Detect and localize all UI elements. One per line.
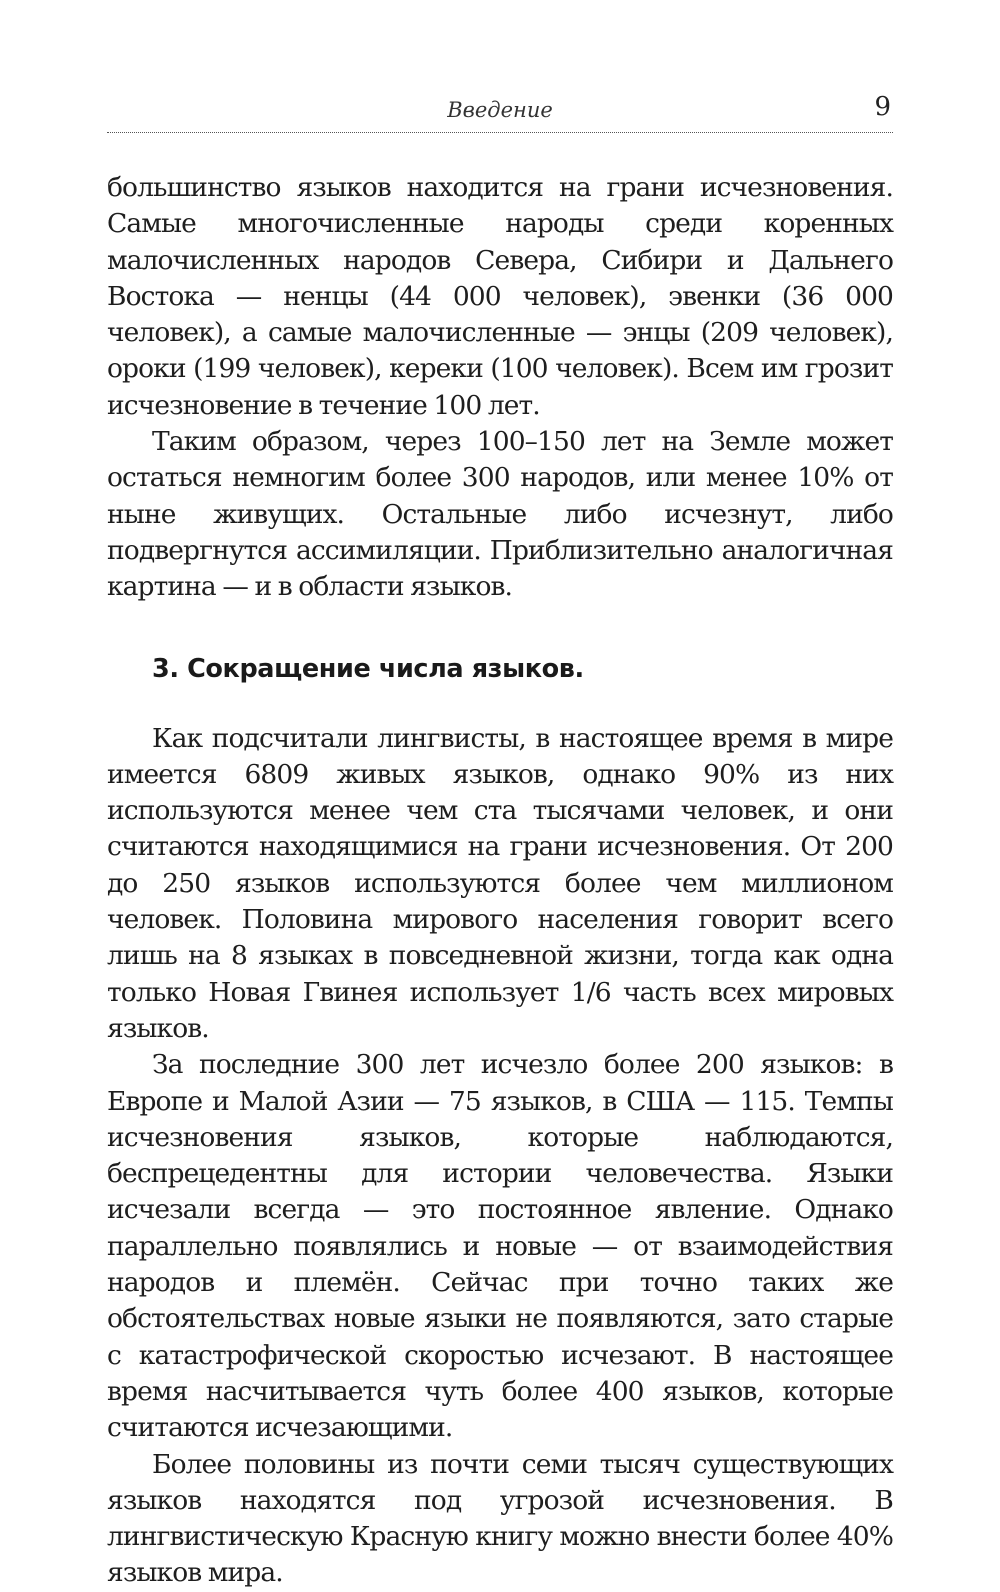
- section-heading: 3. Сокращение числа языков.: [152, 653, 584, 684]
- page-body: [107, 170, 893, 1592]
- paragraph: Таким образом, через 100–150 лет на Земле может остаться немногим более 300 народов, или менее 10% от ныне живущих. Остальные либо исчезнут, либо подвергнутся ассимиляции. Приблизительно аналогичная картина — и в области языков.: [107, 426, 893, 603]
- running-header: [107, 88, 893, 133]
- page-number: 9: [874, 92, 891, 122]
- paragraph-continued: большинство языков находится на грани исчезновения. Самые многочисленные народы среди коренных малочисленных народов Севера, Сибири и Дальнего Востока — ненцы (44 000 человек), эвенки (36 000 человек), а самые малочисленные — энцы (209 человек), ороки (199 человек), кереки (100 человек). Всем им грозит исчезновение в течение 100 лет.: [107, 172, 893, 421]
- paragraph: Как подсчитали лингвисты, в настоящее время в мире имеется 6809 живых языков, однако 90% из них используются менее чем ста тысячами человек, и они считаются находящимися на грани исчезновения. От 200 до 250 языков используются более чем миллионом человек. Половина мирового населения говорит всего лишь на 8 языках в повседневной жизни, тогда как одна только Новая Гвинея использует 1/6 часть всех мировых языков.: [107, 722, 893, 1044]
- paragraph: Более половины из почти семи тысяч существующих языков находятся под угрозой исчезновения. В лингвистическую Красную книгу можно внести более 40% языков мира.: [107, 1448, 893, 1589]
- header-title: Введение: [447, 98, 553, 122]
- paragraph: За последние 300 лет исчезло более 200 языков: в Европе и Малой Азии — 75 языков, в США — 115. Темпы исчезновения языков, которые наблюдаются, беспрецедентны для истории человечества. Языки исчезали всегда — это постоянное явление. Однако параллельно появлялись и новые — от взаимодействия народов и племён. Сейчас при точно таких же обстоятельствах новые языки не появляются, зато старые с катастрофической скоростью исчезают. В настоящее время насчитывается чуть более 400 языков, которые считаются исчезающими.: [107, 1049, 893, 1444]
